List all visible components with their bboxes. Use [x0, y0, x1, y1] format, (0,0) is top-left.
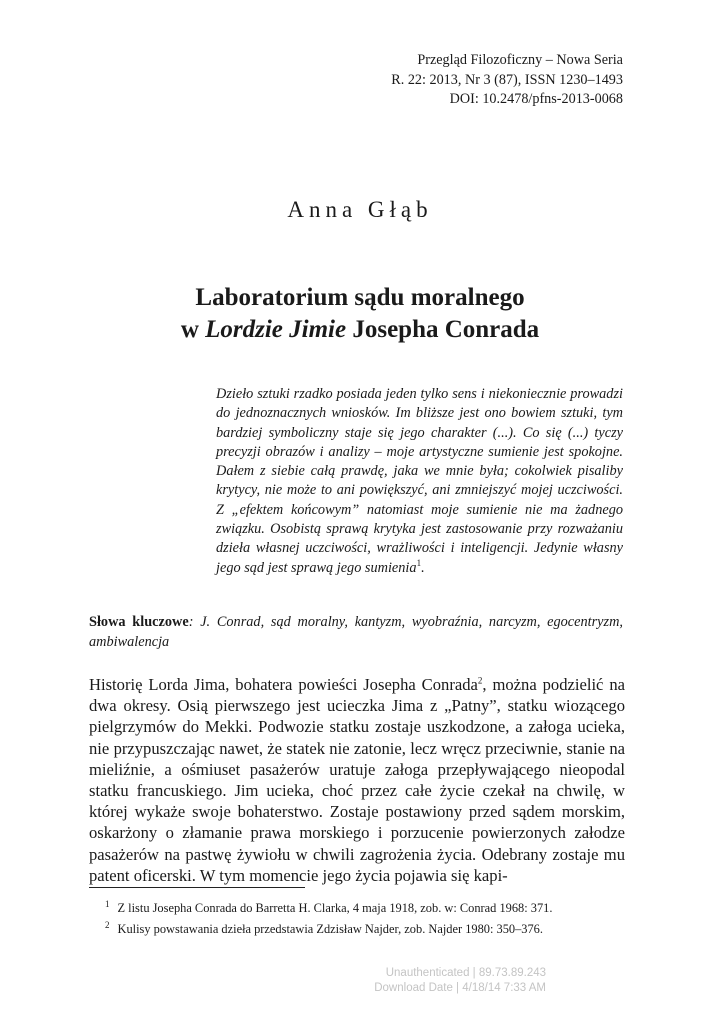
footnote-ref-2[interactable]: 2 [477, 675, 483, 686]
journal-doi: DOI: 10.2478/pfns-2013-0068 [449, 91, 623, 107]
keywords-list: J. Conrad, sąd moralny, kantyzm, wyobraźnia, narcyzm, egocentryzm, ambiwalencja [89, 614, 623, 650]
footnote-separator [89, 887, 305, 888]
keywords [89, 612, 623, 652]
footnote-1-number: 1 [105, 899, 110, 909]
watermark-auth: Unauthenticated | 89.73.89.243 [385, 967, 546, 979]
journal-name: Przegląd Filozoficzny – Nowa Seria [417, 52, 623, 68]
download-watermark [374, 966, 546, 995]
watermark-date: Download Date | 4/18/14 7:33 AM [374, 981, 546, 994]
keywords-label: Słowa kluczowe [89, 614, 189, 630]
title-italic-work: Lordzie Jimie [205, 316, 347, 343]
footnote-2 [105, 917, 625, 938]
title-suffix: Josepha Conrada [346, 316, 540, 343]
title-line-1: Laboratorium sądu moralnego [195, 284, 525, 311]
footnote-1 [105, 896, 625, 917]
epigraph [216, 385, 623, 578]
journal-header [391, 51, 623, 110]
article-title [0, 282, 720, 346]
body-paragraph [89, 674, 625, 886]
paragraph-1-start: Historię Lorda Jima, bohatera powieści Josepha Conrada [89, 675, 478, 694]
title-line-2 [0, 314, 720, 346]
author-name: Anna Głąb [287, 197, 433, 222]
keywords-colon: : [188, 614, 201, 630]
paragraph-1-rest: , można podzielić na dwa okresy. Osią pierwszego jest ucieczka Jima z „Patny”, statku wiozącego pielgrzymów do Mekki. Podwozie statku zostaje uszkodzone, a załoga ucieka, nie przypuszczając nawet, że statek nie zatonie, lecz wręcz przeciwnie, stanie na mieliźnie, a ośmiuset pasażerów uratuje załoga przepływającego nieopodal statku francuskiego. Jim ucieka, choć przez całe życie czekał na chwilę, w której wykaże swoje bohaterstwo. Zostaje postawiony przed sądem morskim, oskarżony o złamanie prawa morskiego i porzucenie powierzonych załodze pasażerów na pastwę żywiołu w chwili zagrożenia życia. Odebrany zostaje mu patent oficerski. W tym momencie jego życia pojawia się kapi- [89, 675, 625, 885]
footnote-ref-1[interactable]: 1 [416, 557, 422, 568]
title-prefix: w [180, 316, 206, 343]
footnote-1-text: Z listu Josepha Conrada do Barretta H. Clarka, 4 maja 1918, zob. w: Conrad 1968: 371. [117, 901, 553, 916]
paragraph-1 [89, 674, 625, 886]
epigraph-end: . [421, 559, 425, 576]
epigraph-text: Dzieło sztuki rzadko posiada jeden tylko sens i niekoniecznie prowadzi do jednoznacznych wniosków. Im bliższe jest ono bowiem sztuki, tym bardziej symboliczny staje się jego charakter (...). Co się (...) tyczy precyzji obrazów i analizy – moje artystyczne sumienie jest spokojne. Dałem z siebie całą prawdę, jaka we mnie była; cokolwiek pisaliby krytycy, nie może to ani powiększyć, ani zmniejszyć mojej uczciwości. Z „efektem końcowym” natomiast moje sumienie nie ma żadnego związku. Osobistą sprawą krytyka jest zastosowanie przy rozważaniu dzieła własnej uczciwości, wrażliwości i inteligencji. Jedynie własny jego sąd jest sprawą jego sumienia [216, 386, 623, 576]
footnote-2-number: 2 [105, 920, 110, 931]
footnotes [105, 896, 625, 938]
journal-volume-issn: R. 22: 2013, Nr 3 (87), ISSN 1230–1493 [391, 71, 623, 88]
footnote-2-text: Kulisy powstawania dzieła przedstawia Zdzisław Najder, zob. Najder 1980: 350–376. [117, 922, 543, 937]
